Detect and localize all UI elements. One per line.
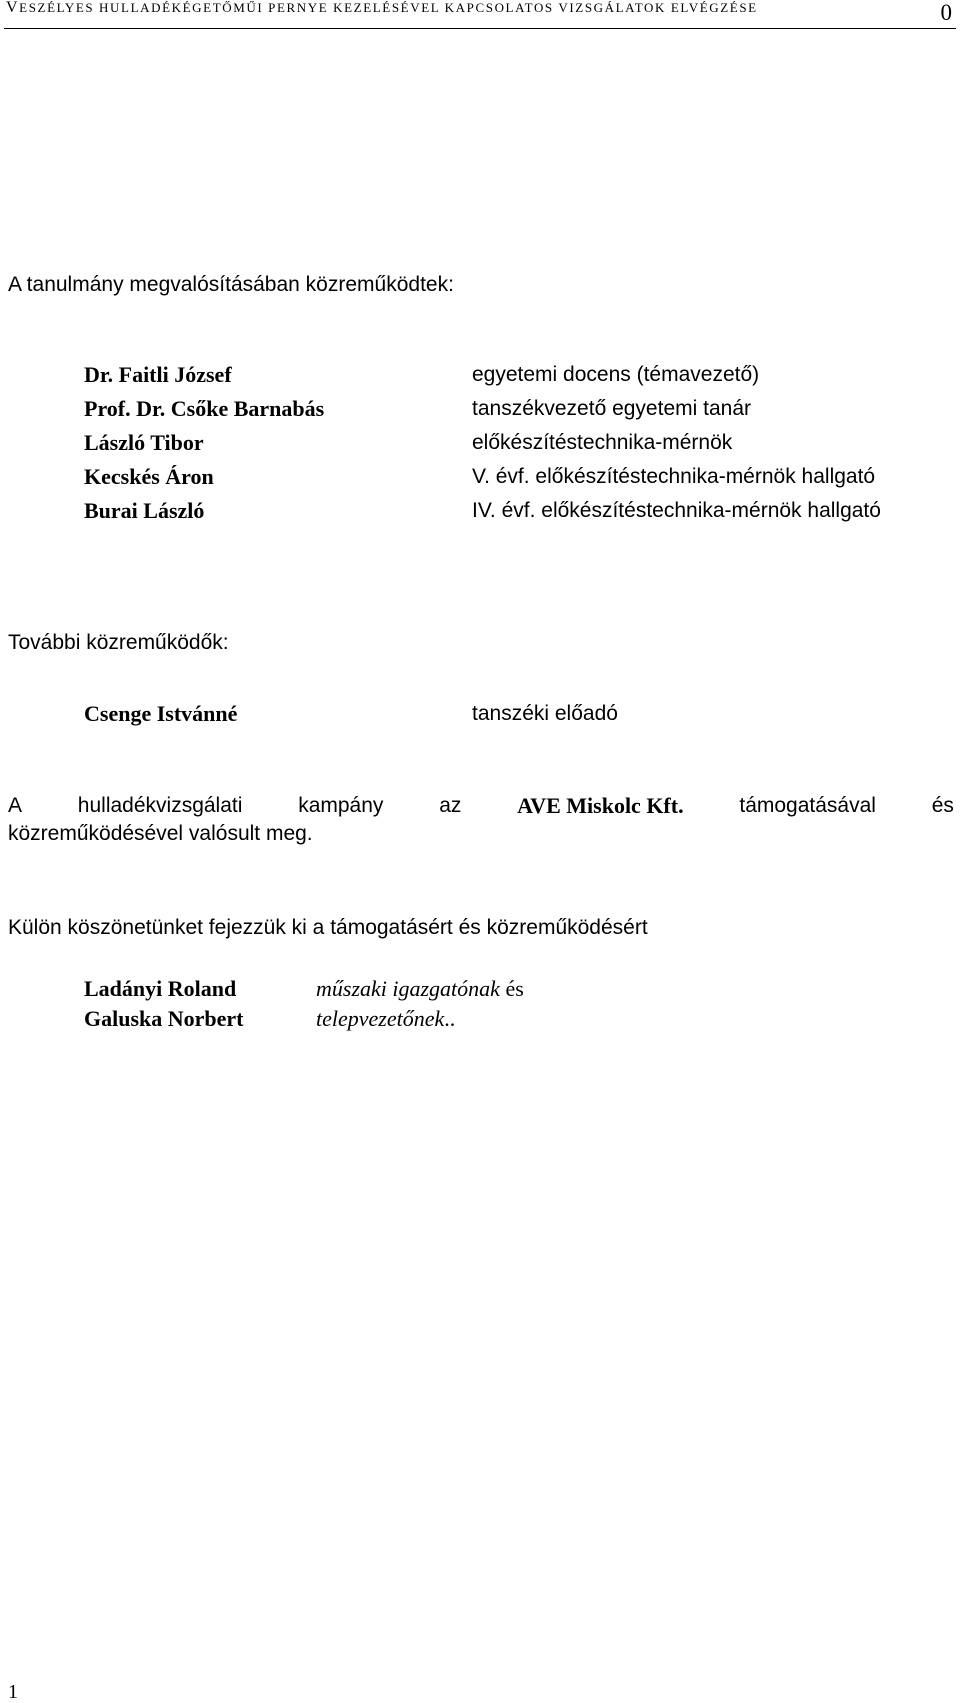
thanks-name: Ladányi Roland [84, 976, 237, 1001]
thanks-suffix: és [499, 976, 524, 1001]
header-divider [4, 28, 956, 29]
thanks-role: műszaki igazgatónak [316, 976, 500, 1001]
footer-page-number: 1 [8, 1681, 18, 1703]
header-page-number: 0 [940, 0, 952, 25]
running-header-title [6, 0, 758, 16]
contributor-role: V. évf. előkészítéstechnika-mérnök hallgató [472, 465, 876, 488]
contributor-name: Prof. Dr. Csőke Barnabás [84, 396, 325, 421]
contributor-role: előkészítéstechnika-mérnök [472, 431, 733, 454]
header-title-initial: V [6, 0, 20, 16]
additional-contributor-name: Csenge Istvánné [84, 701, 238, 726]
contributor-role: IV. évf. előkészítéstechnika-mérnök hallgató [472, 499, 881, 522]
contributor-name: Burai László [84, 498, 205, 523]
header-title-rest: ESZÉLYES HULLADÉKÉGETŐMŰI PERNYE KEZELÉSÉVEL KAPCSOLATOS VIZSGÁLATOK ELVÉGZÉSE [19, 0, 758, 15]
campaign-word: az [439, 794, 462, 817]
thanks-suffix: .. [444, 1006, 456, 1031]
contributor-name: László Tibor [84, 430, 204, 455]
campaign-word: hulladékvizsgálati [77, 794, 243, 817]
thanks-role-line [316, 976, 524, 1002]
contributors-heading: A tanulmány megvalósításában közreműködtek: [8, 273, 454, 296]
additional-contributor-role: tanszéki előadó [472, 702, 618, 725]
campaign-word: és [931, 794, 954, 817]
contributor-name: Kecskés Áron [84, 464, 214, 489]
thanks-heading: Külön köszönetünket fejezzük ki a támogatásért és közreműködésért [8, 916, 648, 939]
campaign-paragraph-line-1 [8, 793, 954, 819]
campaign-company-name: AVE Miskolc Kft. [517, 793, 684, 818]
contributor-role: egyetemi docens (témavezető) [472, 363, 760, 386]
thanks-role-line [316, 1006, 455, 1032]
contributor-name: Dr. Faitli József [84, 362, 232, 387]
campaign-word: A [8, 794, 23, 817]
additional-contributors-heading: További közreműködők: [8, 631, 229, 654]
thanks-name: Galuska Norbert [84, 1006, 244, 1031]
campaign-word: támogatásával [739, 794, 876, 817]
thanks-role: telepvezetőnek [316, 1006, 445, 1031]
contributor-role: tanszékvezető egyetemi tanár [472, 397, 751, 420]
campaign-word: kampány [298, 794, 384, 817]
campaign-paragraph-line-2: közreműködésével valósult meg. [8, 822, 313, 845]
